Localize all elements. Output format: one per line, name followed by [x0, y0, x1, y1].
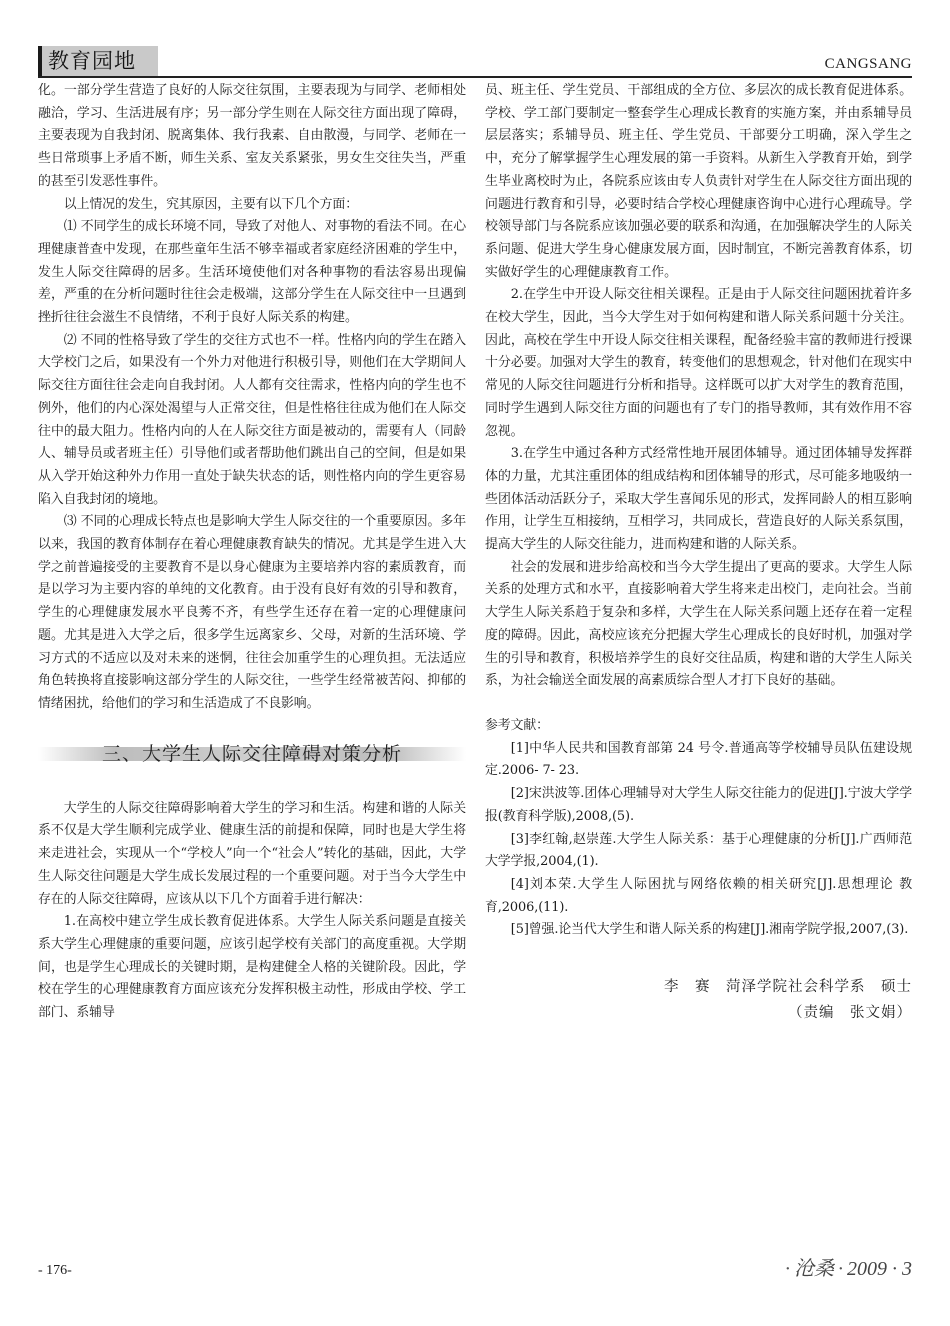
paragraph: ⑴ 不同学生的成长环境不同，导致了对他人、对事物的看法不同。在心理健康普查中发现，在那些童年生活不够幸福或者家庭经济困难的学生中，发生人际交往障碍的居多。生活环境使他们对各种事物的看法容易出现偏差，严重的在分析问题时往往会走极端，这部分学生在人际交往中一旦遇到挫折往往会滋生不良情绪，不利于良好人际关系的构建。 — [38, 219, 466, 326]
left-body-before — [38, 80, 466, 716]
paragraph: 化。一部分学生营造了良好的人际交往氛围，主要表现为与同学、老师相处融洽，学习、生活进展有序；另一部分学生则在人际交往方面出现了障碍，主要表现为自我封闭、脱离集体、我行我素、自由散漫，与同学、老师在一些日常琐事上矛盾不断，师生关系、室友关系紧张，男女生交往失当，严重的甚至引发恶性事件。 — [38, 83, 466, 189]
journal-latin-name: CANGSANG — [824, 56, 912, 72]
paragraph: 社会的发展和进步给高校和当今大学生提出了更高的要求。大学生人际关系的处理方式和水平，直接影响着大学生将来走出校门，走向社会。当前大学生人际关系趋于复杂和多样，大学生在人际关系问题上还存在着一定程度的障碍。因此，高校应该充分把握大学生心理成长的良好时机，加强对学生的引导和教育，积极培养学生的良好交往品质，构建和谐的大学生人际关系，为社会输送全面发展的高素质综合型人才打下良好的基础。 — [485, 559, 912, 689]
author-line: 李 赛 菏泽学院社会科学系 硕士 — [664, 979, 912, 996]
paragraph: 1.在高校中建立学生成长教育促进体系。大学生人际关系问题是直接关系大学生心理健康的重要问题，应该引起学校有关部门的高度重视。大学期间，也是学生心理成长的关键时期，是构建健全人格的关键阶段。因此，学校在学生的心理健康教育方面应该充分发挥积极主动性，形成由学校、学工部门、系辅导 — [38, 914, 466, 1021]
page-number: - 176- — [38, 1263, 72, 1278]
paragraph: 以上情况的发生，究其原因，主要有以下几个方面： — [63, 196, 358, 212]
section-tab: 教育园地 — [38, 46, 158, 76]
reference-item: [4]刘本荣.大学生人际困扰与网络依赖的相关研究[J].思想理论 教育,2006,(11). — [485, 876, 912, 915]
paragraph: 员、班主任、学生党员、干部组成的全方位、多层次的成长教育促进体系。学校、学工部门要制定一整套学生心理成长教育的实施方案，并由系辅导员层层落实；系辅导员、班主任、学生党员、干部要分工明确，深入学生之中，充分了解掌握学生心理发展的第一手资料。从新生入学教育开始，到学生毕业离校时为止，各院系应该由专人负责针对学生在人际交往方面出现的问题进行教育和引导，必要时结合学校心理健康咨询中心进行心理疏导。学校领导部门与各院系应该加强必要的联系和沟通，在加强解决学生的人际关系问题、促进大学生身心健康发展方面，因时制宜，不断完善教育体系，切实做好学生的心理健康教育工作。 — [485, 83, 912, 280]
header-rule — [38, 76, 912, 78]
paragraph: 3.在学生中通过各种方式经常性地开展团体辅导。通过团体辅导发挥群体的力量，尤其注重团体的组成结构和团体辅导的形式，尽可能多地吸纳一些团体活动活跃分子，采取大学生喜闻乐见的形式，发挥同龄人的相互影响作用，让学生互相接纳，互相学习，共同成长，营造良好的人际关系氛围，提高大学生的人际交往能力，进而构建和谐的人际关系。 — [485, 446, 912, 553]
reference-item: [3]李红翰,赵崇莲.大学生人际关系：基于心理健康的分析[J].广西师范大学学报,2004,(1). — [485, 831, 912, 870]
journal-name: 沧桑 — [794, 1258, 834, 1280]
references-list — [485, 738, 912, 942]
editor-line: （责编 张文娟） — [788, 1005, 912, 1022]
reference-item: [5]曾强.论当代大学生和谐人际关系的构建[J].湘南学院学报,2007,(3). — [510, 922, 909, 938]
section-heading-text: 三、大学生人际交往障碍对策分析 — [101, 742, 402, 765]
paragraph: ⑶ 不同的心理成长特点也是影响大学生人际交往的一个重要原因。多年以来，我国的教育体制存在着心理健康教育缺失的情况。尤其是学生进入大学之前普遍接受的主要教育不是以身心健康为主要培养内容的素质教育，而是以学习为主要内容的单纯的文化教育。由于没有良好有效的引导和教育，学生的心理健康发展水平良莠不齐，有些学生还存在着一定的心理健康问题。尤其是进入大学之后，很多学生远离家乡、父母，对新的生活环境、学习方式的不适应以及对未来的迷惘，往往会加重学生的心理负担。无法适应角色转换将直接影响这部分学生的人际交往，一些学生经常被苦闷、抑郁的情绪困扰，给他们的学习和生活造成了不良影响。 — [38, 514, 466, 711]
references-title: 参考文献： — [485, 717, 549, 733]
right-column — [485, 80, 912, 1026]
section-heading — [38, 736, 466, 772]
paragraph: 2.在学生中开设人际交往相关课程。正是由于人际交往问题困扰着许多在校大学生，因此，当今大学生对于如何构建和谐人际关系问题十分关注。因此，高校在学生中开设人际交往相关课程，配备经验丰富的教师进行授课十分必要。加强对大学生的教育，转变他们的思想观念，针对他们在现实中常见的人际交往问题进行分析和指导。这样既可以扩大对学生的教育范围，同时学生遇到人际交往方面的问题也有了专门的指导教师，其有效作用不容忽视。 — [485, 287, 912, 439]
journal-footer: · 沧桑 · 2009 · 3 — [785, 1258, 912, 1280]
reference-item: [2]宋洪波等.团体心理辅导对大学生人际交往能力的促进[J].宁波大学学报(教育科学版),2008,(5). — [485, 786, 912, 824]
paragraph: 大学生的人际交往障碍影响着大学生的学习和生活。构建和谐的人际关系不仅是大学生顺利完成学业、健康生活的前提和保障，同时也是大学生将来走进社会，实现从一个“学校人”向一个“社会人”转化的基础，因此，大学生人际交往问题是大学生成长发展过程的一个重要问题。对于当今大学生中存在的人际交往障碍，应该从以下几个方面着手进行解决： — [38, 800, 466, 907]
paragraph: ⑵ 不同的性格导致了学生的交往方式也不一样。性格内向的学生在踏入大学校门之后，如果没有一个外力对他进行积极引导，则他们在大学期间人际交往方面往往会走向自我封闭。人人都有交往需求，性格内向的学生也不例外，他们的内心深处渴望与人正常交往，但是性格往往成为他们在人际交往中的最大阻力。性格内向的人在人际交往方面是被动的，需要有人（同龄人、辅导员或者班主任）引导他们或者帮助他们跳出自己的空间，但是如果从入学开始这种外力作用一直处于缺失状态的话，则性格内向的学生更容易陷入自我封闭的境地。 — [38, 332, 466, 507]
left-column — [38, 80, 466, 1025]
left-body-after — [38, 798, 466, 1025]
right-body — [485, 80, 912, 693]
reference-item: [1]中华人民共和国教育部第 24 号令.普通高等学校辅导员队伍建设规定.2006- 7- 23. — [485, 740, 912, 779]
issue-number: 2009 · 3 — [847, 1258, 912, 1280]
